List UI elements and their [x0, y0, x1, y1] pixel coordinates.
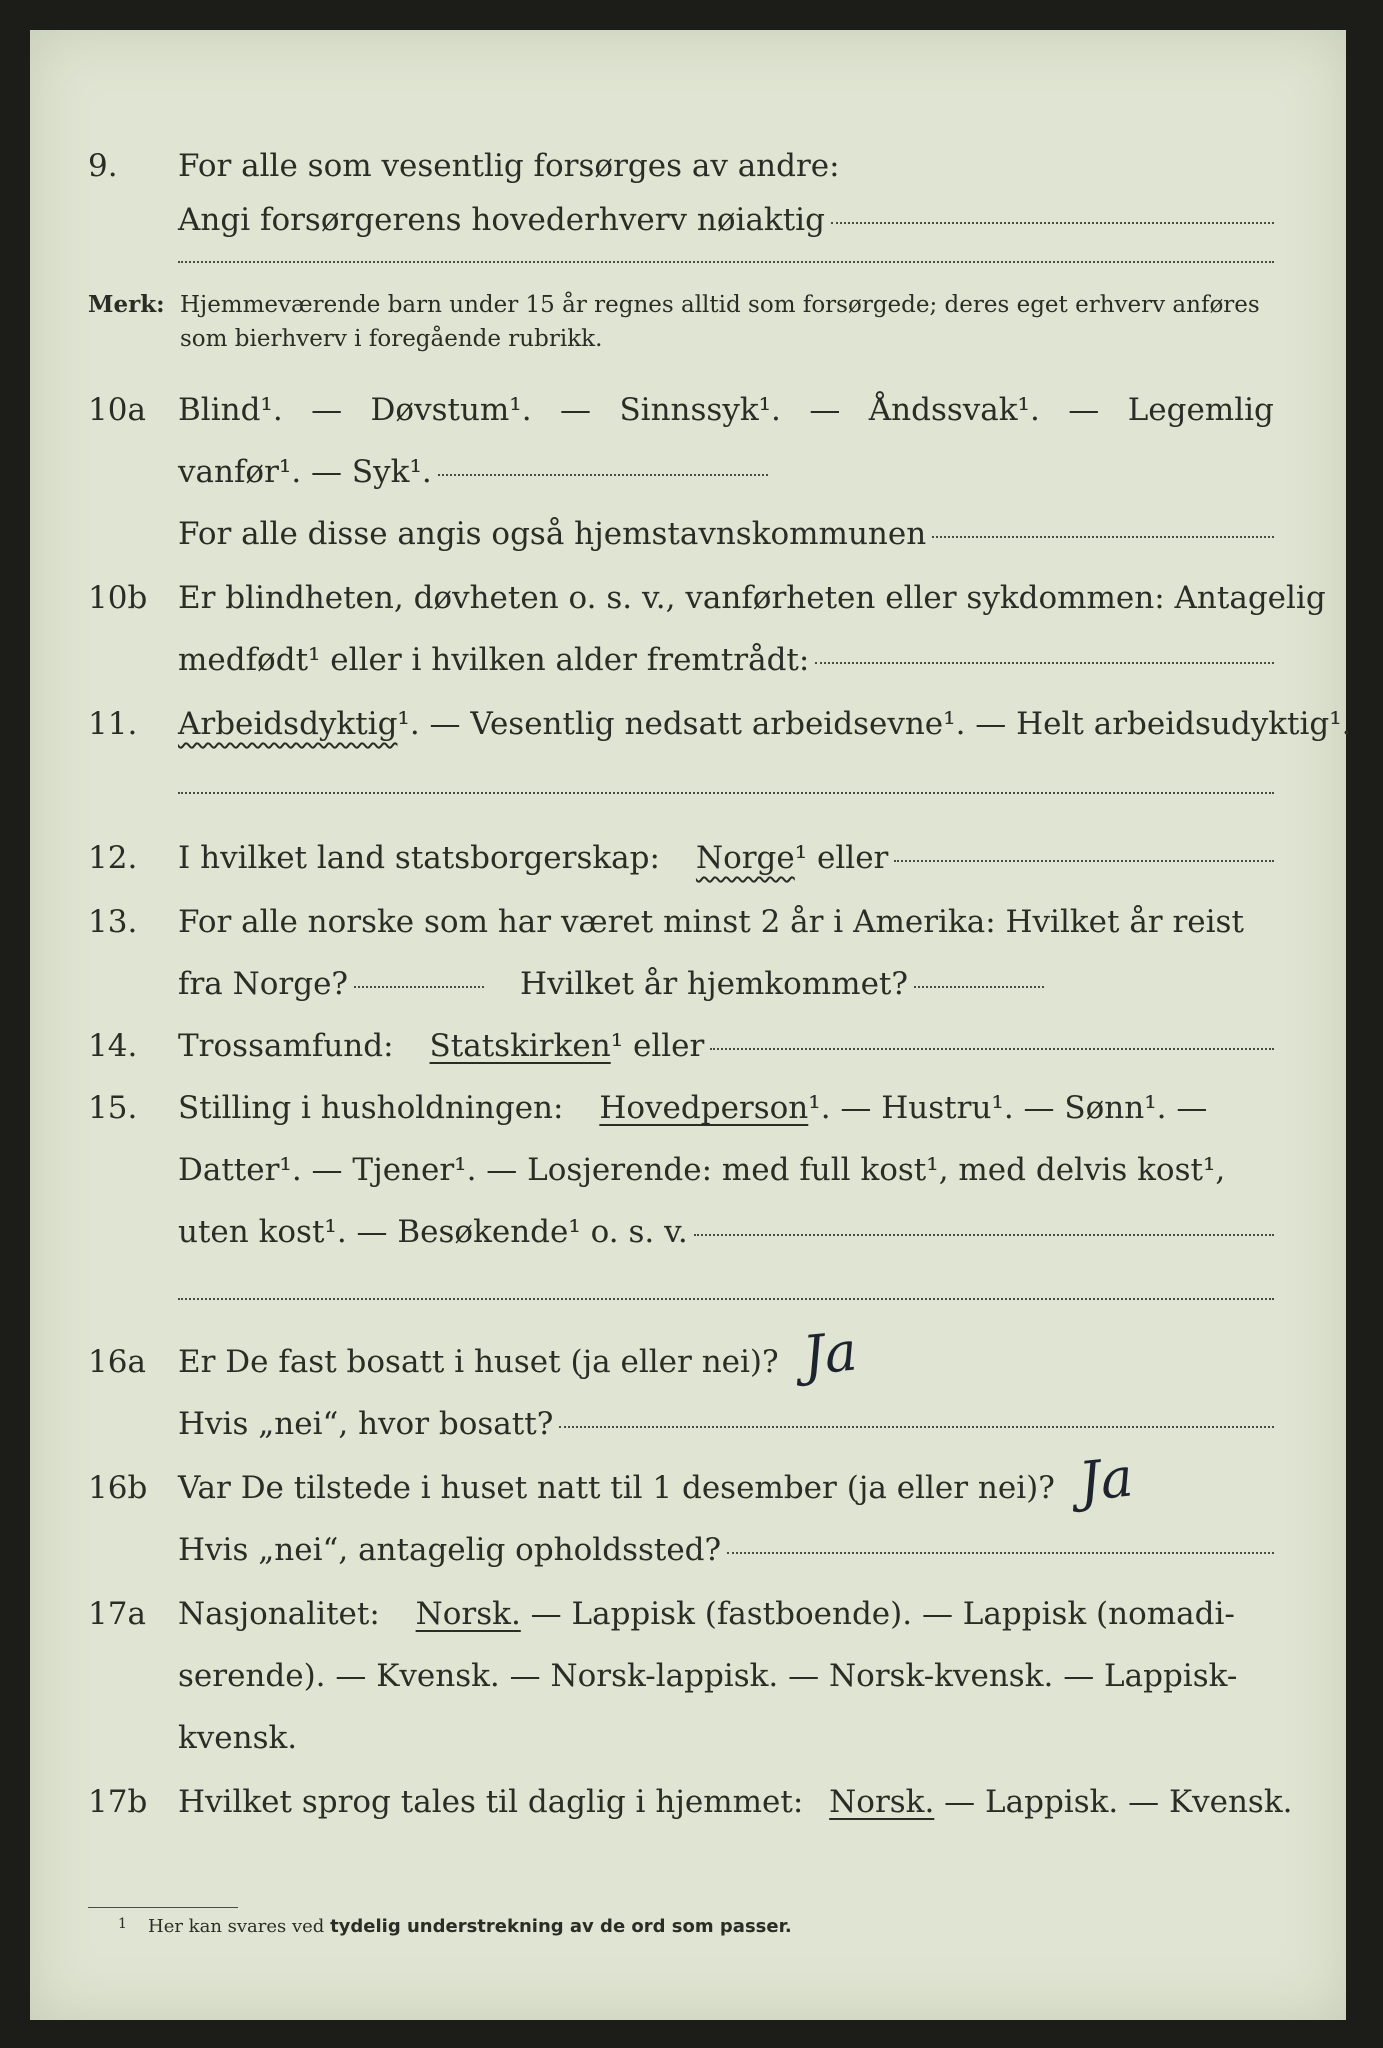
- note-text: Hjemmeværende barn under 15 år regnes alltid som forsørgede; deres eget erhverv anføres som bierhverv i foregående rubrikk.: [180, 292, 1260, 352]
- question-text: ¹. — Hustru¹. — Sønn¹. —: [808, 1090, 1208, 1126]
- option-blind[interactable]: Blind¹.: [178, 392, 283, 428]
- answer-field-opholdssted[interactable]: [727, 1552, 1274, 1554]
- question-text: medfødt¹ eller i hvilken alder fremtrådt:: [178, 642, 810, 678]
- question-17a-line-3: [30, 1706, 1346, 1770]
- question-text: For alle norske som har været minst 2 år i Amerika: Hvilket år reist: [178, 904, 1244, 940]
- question-text: ¹ eller: [794, 840, 889, 876]
- question-16a-line-2: [30, 1392, 1346, 1456]
- question-text: Hvis „nei“, antagelig opholdssted?: [178, 1532, 722, 1568]
- question-16b-line-2: [30, 1518, 1346, 1582]
- answer-line[interactable]: [178, 261, 1274, 263]
- question-text: fra Norge?: [178, 966, 349, 1002]
- question-number: 11.: [88, 706, 138, 742]
- question-12: [30, 826, 1346, 890]
- question-text: Hvilket år hjemkommet?: [520, 966, 909, 1002]
- note-label: Merk:: [88, 291, 165, 318]
- question-10a-line-2: [30, 440, 1346, 504]
- question-text: Hvis „nei“, hvor bosatt?: [178, 1406, 554, 1442]
- question-text: Trossamfund:: [178, 1028, 394, 1064]
- footnote-divider: [88, 1907, 238, 1908]
- question-number: 12.: [88, 840, 138, 876]
- question-number: 10a: [88, 392, 146, 428]
- question-16b-line-1: [30, 1445, 1346, 1520]
- question-10a-line-3: [30, 502, 1346, 566]
- question-13-line-2: [30, 952, 1346, 1016]
- question-17a-line-2: [30, 1644, 1346, 1708]
- question-number: 16b: [88, 1470, 148, 1506]
- question-17b: [30, 1770, 1346, 1834]
- question-text: kvensk.: [178, 1720, 298, 1756]
- question-13-line-1: [30, 890, 1346, 954]
- option-dovstum[interactable]: Døvstum¹.: [370, 392, 532, 428]
- answer-field-hjemstavn[interactable]: [932, 536, 1274, 538]
- question-11: [30, 692, 1352, 756]
- question-number: 10b: [88, 580, 148, 616]
- question-text: uten kost¹. — Besøkende¹ o. s. v.: [178, 1214, 688, 1250]
- question-16a-line-1: [30, 1319, 1346, 1394]
- answer-field-hjemkommet[interactable]: [914, 986, 1044, 988]
- question-10b-line-1: [30, 566, 1346, 630]
- handwritten-answer[interactable]: Ja: [1075, 1445, 1136, 1514]
- answer-field-statsborgerskap[interactable]: [894, 860, 1274, 862]
- question-number: 13.: [88, 904, 138, 940]
- question-text: Hvilket sprog tales til daglig i hjemmet:: [178, 1784, 804, 1820]
- handwritten-answer[interactable]: Ja: [799, 1319, 860, 1388]
- question-text: Angi forsørgerens hovederhverv nøiaktig: [178, 202, 825, 238]
- answer-field-syk[interactable]: [438, 474, 768, 476]
- answer-line[interactable]: [178, 1298, 1274, 1300]
- answer-norsk-underlined[interactable]: Norsk.: [415, 1596, 521, 1632]
- question-number: 14.: [88, 1028, 138, 1064]
- answer-field-reist[interactable]: [354, 986, 484, 988]
- answer-arbeidsdyktig-underlined[interactable]: Arbeidsdyktig: [178, 706, 398, 742]
- question-17a-line-1: [30, 1582, 1346, 1646]
- question-text: — Lappisk. — Kvensk.: [944, 1784, 1293, 1820]
- footnote: Her kan svares ved tydelig understrekning av de ord som passer.: [148, 1916, 792, 1937]
- answer-hovedperson-underlined[interactable]: Hovedperson: [599, 1090, 809, 1126]
- answer-field-occupation[interactable]: [831, 222, 1274, 224]
- answer-norge-underlined[interactable]: Norge: [695, 840, 795, 876]
- answer-norsk-sprog-underlined[interactable]: Norsk.: [829, 1784, 935, 1820]
- question-text: Er De fast bosatt i huset (ja eller nei)?: [178, 1344, 779, 1380]
- question-text: ¹ eller: [610, 1028, 705, 1064]
- question-15-line-2: [30, 1138, 1346, 1202]
- question-text: For alle disse angis også hjemstavnskommunen: [178, 516, 927, 552]
- question-text: For alle som vesentlig forsørges av andre:: [178, 148, 840, 184]
- answer-statskirken-underlined[interactable]: Statskirken: [429, 1028, 611, 1064]
- question-number: 17b: [88, 1784, 148, 1820]
- question-9-line-2: [30, 188, 1346, 252]
- answer-field-alder[interactable]: [815, 662, 1274, 664]
- question-text: I hvilket land statsborgerskap:: [178, 840, 660, 876]
- footnote-mark: 1: [118, 1916, 127, 1932]
- question-text: Er blindheten, døvheten o. s. v., vanførheten eller sykdommen: Antagelig: [178, 580, 1326, 616]
- question-text: Stilling i husholdningen:: [178, 1090, 564, 1126]
- question-number: 15.: [88, 1090, 138, 1126]
- answer-field-trossamfund[interactable]: [710, 1048, 1274, 1050]
- question-text: — Lappisk (fastboende). — Lappisk (nomadi-: [530, 1596, 1235, 1632]
- question-number: 9.: [88, 148, 118, 184]
- footnote-bold: tydelig understrekning av de ord som passer.: [330, 1916, 792, 1937]
- question-15-line-1: [30, 1076, 1346, 1140]
- question-text: Nasjonalitet:: [178, 1596, 380, 1632]
- note-block: [88, 288, 1286, 368]
- question-text: vanfør¹. — Syk¹.: [178, 454, 432, 490]
- answer-line[interactable]: [178, 792, 1274, 794]
- question-text: ¹. — Vesentlig nedsatt arbeidsevne¹. — Helt arbeidsudyktig¹.: [397, 706, 1352, 742]
- option-sinnssyk[interactable]: Sinnssyk¹.: [619, 392, 781, 428]
- answer-field-bosatt[interactable]: [559, 1426, 1274, 1428]
- census-form-page: [30, 30, 1352, 2020]
- option-legemlig[interactable]: Legemlig: [1127, 392, 1274, 428]
- question-10b-line-2: [30, 628, 1346, 692]
- question-text: Datter¹. — Tjener¹. — Losjerende: med full kost¹, med delvis kost¹,: [178, 1152, 1226, 1188]
- question-text: Var De tilstede i huset natt til 1 desember (ja eller nei)?: [178, 1470, 1055, 1506]
- option-andssvak[interactable]: Åndssvak¹.: [868, 392, 1040, 428]
- answer-field-stilling[interactable]: [694, 1234, 1274, 1236]
- question-14: [30, 1014, 1346, 1078]
- question-15-line-3: [30, 1200, 1346, 1264]
- question-text: serende). — Kvensk. — Norsk-lappisk. — Norsk-kvensk. — Lappisk-: [178, 1658, 1238, 1694]
- question-10a-line-1: 10a Blind¹. — Døvstum¹. — Sinnssyk¹. — Åndssvak¹. — Legemlig: [30, 378, 1346, 442]
- question-number: 16a: [88, 1344, 146, 1380]
- question-number: 17a: [88, 1596, 146, 1632]
